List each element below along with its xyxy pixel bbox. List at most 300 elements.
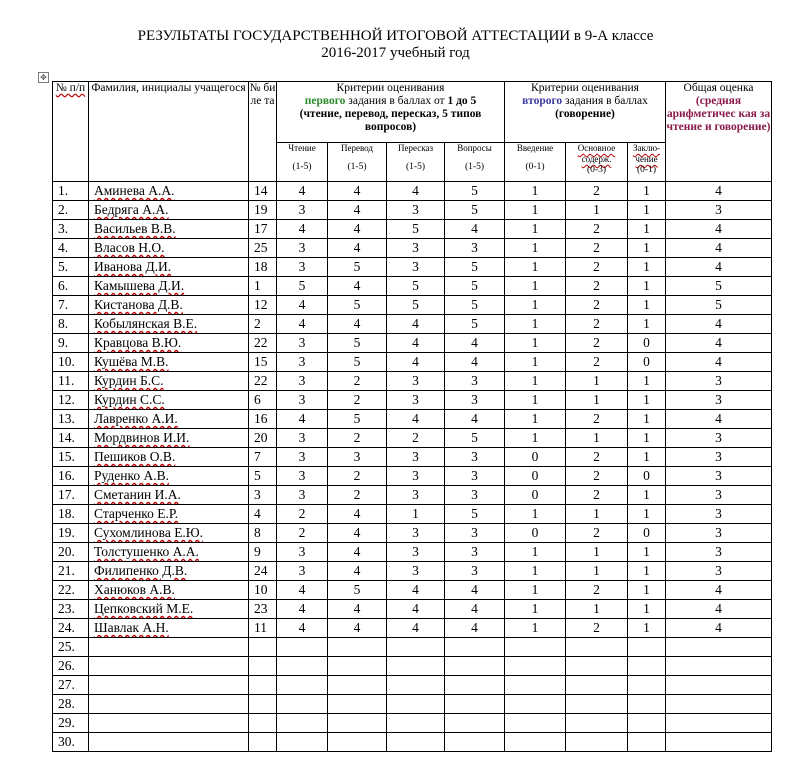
ticket-number xyxy=(249,714,277,733)
row-number: 11. xyxy=(53,372,89,391)
score-retelling xyxy=(387,657,445,676)
score-questions: 4 xyxy=(445,619,505,638)
header-num: № п/п xyxy=(53,82,89,182)
ticket-number xyxy=(249,638,277,657)
score-reading: 3 xyxy=(277,429,328,448)
score-translation: 5 xyxy=(328,334,387,353)
score-total: 3 xyxy=(666,372,772,391)
score-reading: 3 xyxy=(277,239,328,258)
score-questions: 3 xyxy=(445,391,505,410)
score-conclusion: 0 xyxy=(628,353,666,372)
table-row xyxy=(53,733,772,752)
score-main-content: 2 xyxy=(566,258,628,277)
score-reading: 4 xyxy=(277,296,328,315)
score-conclusion: 1 xyxy=(628,277,666,296)
score-retelling: 3 xyxy=(387,258,445,277)
score-main-content xyxy=(566,733,628,752)
row-number: 14. xyxy=(53,429,89,448)
score-translation: 2 xyxy=(328,467,387,486)
score-questions: 3 xyxy=(445,239,505,258)
student-name xyxy=(89,638,249,657)
score-main-content: 2 xyxy=(566,296,628,315)
ticket-number xyxy=(249,657,277,676)
score-total: 3 xyxy=(666,486,772,505)
score-intro: 1 xyxy=(505,296,566,315)
score-translation: 4 xyxy=(328,315,387,334)
student-name: Васильев В.В. xyxy=(89,220,249,239)
score-translation xyxy=(328,657,387,676)
student-name xyxy=(89,657,249,676)
row-number: 23. xyxy=(53,600,89,619)
score-conclusion: 0 xyxy=(628,467,666,486)
score-intro: 0 xyxy=(505,524,566,543)
ticket-number: 22 xyxy=(249,372,277,391)
score-total: 4 xyxy=(666,600,772,619)
sub-conclusion: Заклю- чение (0-1) xyxy=(628,143,666,182)
score-reading xyxy=(277,657,328,676)
score-main-content: 2 xyxy=(566,315,628,334)
score-questions xyxy=(445,714,505,733)
score-questions xyxy=(445,733,505,752)
score-reading: 3 xyxy=(277,486,328,505)
score-intro: 1 xyxy=(505,543,566,562)
score-conclusion: 1 xyxy=(628,619,666,638)
score-reading: 3 xyxy=(277,562,328,581)
table-row xyxy=(53,505,772,524)
score-reading: 3 xyxy=(277,467,328,486)
student-name: Пешиков О.В. xyxy=(89,448,249,467)
row-number: 1. xyxy=(53,182,89,201)
ticket-number: 11 xyxy=(249,619,277,638)
score-main-content: 1 xyxy=(566,562,628,581)
student-name: Курдин С.С. xyxy=(89,391,249,410)
table-row xyxy=(53,239,772,258)
score-intro: 1 xyxy=(505,372,566,391)
table-row xyxy=(53,562,772,581)
row-number: 24. xyxy=(53,619,89,638)
score-reading: 3 xyxy=(277,353,328,372)
score-conclusion: 1 xyxy=(628,315,666,334)
score-retelling xyxy=(387,638,445,657)
ticket-number: 7 xyxy=(249,448,277,467)
score-conclusion: 1 xyxy=(628,543,666,562)
ticket-number: 8 xyxy=(249,524,277,543)
title-line-2: 2016-2017 учебный год xyxy=(321,45,470,61)
score-total xyxy=(666,657,772,676)
score-questions: 5 xyxy=(445,296,505,315)
score-main-content: 2 xyxy=(566,239,628,258)
score-intro: 1 xyxy=(505,429,566,448)
student-name: Лавренко А.И. xyxy=(89,410,249,429)
score-questions: 3 xyxy=(445,562,505,581)
header-row xyxy=(53,82,772,143)
score-total xyxy=(666,638,772,657)
score-total: 4 xyxy=(666,182,772,201)
score-retelling: 4 xyxy=(387,182,445,201)
score-translation: 5 xyxy=(328,581,387,600)
score-total: 3 xyxy=(666,505,772,524)
ticket-number: 14 xyxy=(249,182,277,201)
score-intro: 1 xyxy=(505,619,566,638)
score-reading xyxy=(277,638,328,657)
score-conclusion: 1 xyxy=(628,448,666,467)
header-ticket: № би ле та xyxy=(249,82,277,182)
sub-questions: Вопросы (1-5) xyxy=(445,143,505,182)
score-reading xyxy=(277,733,328,752)
student-name: Сухомлинова Е.Ю. xyxy=(89,524,249,543)
score-intro xyxy=(505,657,566,676)
score-intro: 1 xyxy=(505,410,566,429)
score-intro: 1 xyxy=(505,201,566,220)
ticket-number: 12 xyxy=(249,296,277,315)
score-intro: 0 xyxy=(505,467,566,486)
table-row xyxy=(53,391,772,410)
score-main-content: 2 xyxy=(566,467,628,486)
score-total: 5 xyxy=(666,277,772,296)
ticket-number: 15 xyxy=(249,353,277,372)
row-number: 27. xyxy=(53,676,89,695)
score-total: 4 xyxy=(666,258,772,277)
score-main-content: 1 xyxy=(566,429,628,448)
score-questions: 3 xyxy=(445,543,505,562)
score-main-content: 2 xyxy=(566,410,628,429)
score-conclusion: 1 xyxy=(628,410,666,429)
row-number: 28. xyxy=(53,695,89,714)
score-translation: 5 xyxy=(328,258,387,277)
score-main-content xyxy=(566,714,628,733)
score-retelling: 3 xyxy=(387,372,445,391)
student-name: Камышева Д.И. xyxy=(89,277,249,296)
score-total: 3 xyxy=(666,524,772,543)
student-name: Руденко А.В. xyxy=(89,467,249,486)
ticket-number: 6 xyxy=(249,391,277,410)
row-number: 22. xyxy=(53,581,89,600)
score-total: 4 xyxy=(666,220,772,239)
table-row xyxy=(53,410,772,429)
score-total: 5 xyxy=(666,296,772,315)
score-questions: 4 xyxy=(445,220,505,239)
row-number: 12. xyxy=(53,391,89,410)
score-questions: 3 xyxy=(445,524,505,543)
score-total: 3 xyxy=(666,391,772,410)
score-reading: 2 xyxy=(277,524,328,543)
score-conclusion: 1 xyxy=(628,562,666,581)
score-conclusion: 1 xyxy=(628,296,666,315)
score-main-content xyxy=(566,638,628,657)
score-reading: 3 xyxy=(277,543,328,562)
student-name: Шавлак А.Н. xyxy=(89,619,249,638)
sub-intro: Введение (0-1) xyxy=(505,143,566,182)
row-number: 6. xyxy=(53,277,89,296)
ticket-number: 24 xyxy=(249,562,277,581)
table-row xyxy=(53,296,772,315)
table-row xyxy=(53,448,772,467)
score-conclusion xyxy=(628,638,666,657)
score-intro xyxy=(505,638,566,657)
sub-main-content: Основное содерж. (0-3) xyxy=(566,143,628,182)
row-number: 21. xyxy=(53,562,89,581)
sub-translation: Перевод (1-5) xyxy=(328,143,387,182)
score-reading: 2 xyxy=(277,505,328,524)
score-intro: 1 xyxy=(505,505,566,524)
table-row xyxy=(53,524,772,543)
score-translation: 4 xyxy=(328,277,387,296)
score-total: 4 xyxy=(666,239,772,258)
score-total: 3 xyxy=(666,448,772,467)
student-name: Кобылянская В.Е. xyxy=(89,315,249,334)
score-translation xyxy=(328,733,387,752)
score-total xyxy=(666,714,772,733)
score-conclusion xyxy=(628,714,666,733)
table-row xyxy=(53,429,772,448)
ticket-number: 4 xyxy=(249,505,277,524)
score-retelling: 3 xyxy=(387,239,445,258)
score-conclusion: 1 xyxy=(628,486,666,505)
score-conclusion: 1 xyxy=(628,600,666,619)
results-table xyxy=(52,81,772,752)
score-conclusion xyxy=(628,733,666,752)
score-retelling: 1 xyxy=(387,505,445,524)
score-main-content: 2 xyxy=(566,220,628,239)
score-total: 3 xyxy=(666,201,772,220)
score-total xyxy=(666,733,772,752)
score-retelling xyxy=(387,714,445,733)
score-intro: 0 xyxy=(505,448,566,467)
score-conclusion: 1 xyxy=(628,258,666,277)
score-reading xyxy=(277,695,328,714)
ticket-number: 20 xyxy=(249,429,277,448)
score-intro: 1 xyxy=(505,220,566,239)
title-line-1: РЕЗУЛЬТАТЫ ГОСУДАРСТВЕННОЙ ИТОГОВОЙ АТТЕСТАЦИИ в 9-А классе xyxy=(137,28,654,44)
ticket-number: 9 xyxy=(249,543,277,562)
row-number: 19. xyxy=(53,524,89,543)
ticket-number: 5 xyxy=(249,467,277,486)
score-conclusion xyxy=(628,657,666,676)
score-reading: 3 xyxy=(277,201,328,220)
score-retelling: 3 xyxy=(387,201,445,220)
ticket-number: 16 xyxy=(249,410,277,429)
score-retelling xyxy=(387,733,445,752)
score-translation: 4 xyxy=(328,505,387,524)
score-translation xyxy=(328,638,387,657)
row-number: 7. xyxy=(53,296,89,315)
score-intro: 1 xyxy=(505,562,566,581)
score-main-content: 2 xyxy=(566,448,628,467)
score-main-content: 2 xyxy=(566,524,628,543)
score-conclusion xyxy=(628,676,666,695)
student-name: Толстушенко А.А. xyxy=(89,543,249,562)
score-main-content: 1 xyxy=(566,543,628,562)
score-questions: 5 xyxy=(445,315,505,334)
score-conclusion: 1 xyxy=(628,372,666,391)
student-name: Филипенко Д.В. xyxy=(89,562,249,581)
student-name: Власов Н.О. xyxy=(89,239,249,258)
table-row xyxy=(53,220,772,239)
score-translation: 2 xyxy=(328,391,387,410)
score-questions: 5 xyxy=(445,277,505,296)
score-retelling: 4 xyxy=(387,581,445,600)
score-questions: 5 xyxy=(445,201,505,220)
score-questions xyxy=(445,695,505,714)
score-intro: 1 xyxy=(505,182,566,201)
score-questions: 3 xyxy=(445,486,505,505)
table-row xyxy=(53,334,772,353)
score-total: 3 xyxy=(666,543,772,562)
table-row xyxy=(53,372,772,391)
score-reading xyxy=(277,714,328,733)
student-name: Курдин Б.С. xyxy=(89,372,249,391)
score-translation xyxy=(328,695,387,714)
score-main-content xyxy=(566,676,628,695)
score-reading: 4 xyxy=(277,581,328,600)
student-name xyxy=(89,733,249,752)
score-conclusion: 1 xyxy=(628,429,666,448)
score-retelling: 4 xyxy=(387,619,445,638)
score-questions: 4 xyxy=(445,581,505,600)
score-translation: 4 xyxy=(328,182,387,201)
header-criteria-second: Критерии оценивания второго задания в баллах (говорение) xyxy=(505,82,666,143)
score-retelling xyxy=(387,695,445,714)
score-conclusion: 1 xyxy=(628,505,666,524)
score-questions: 4 xyxy=(445,353,505,372)
score-questions: 3 xyxy=(445,448,505,467)
score-total: 4 xyxy=(666,315,772,334)
score-total: 3 xyxy=(666,429,772,448)
table-row xyxy=(53,258,772,277)
ticket-number: 3 xyxy=(249,486,277,505)
score-main-content: 2 xyxy=(566,619,628,638)
score-reading: 3 xyxy=(277,372,328,391)
row-number: 30. xyxy=(53,733,89,752)
score-retelling: 3 xyxy=(387,391,445,410)
score-retelling: 5 xyxy=(387,220,445,239)
score-questions: 4 xyxy=(445,600,505,619)
score-main-content: 1 xyxy=(566,201,628,220)
header-criteria-first: Критерии оценивания первого задания в баллах от 1 до 5 (чтение, перевод, пересказ, 5 типов вопросов) xyxy=(277,82,505,143)
score-intro: 1 xyxy=(505,391,566,410)
student-name: Кушёва М.В. xyxy=(89,353,249,372)
score-main-content xyxy=(566,657,628,676)
score-main-content: 1 xyxy=(566,505,628,524)
student-name: Мордвинов И.И. xyxy=(89,429,249,448)
student-name: Старченко Е.Р. xyxy=(89,505,249,524)
student-name: Кравцова В.Ю. xyxy=(89,334,249,353)
score-translation: 4 xyxy=(328,562,387,581)
row-number: 3. xyxy=(53,220,89,239)
ticket-number: 25 xyxy=(249,239,277,258)
table-row xyxy=(53,486,772,505)
table-row xyxy=(53,315,772,334)
row-number: 17. xyxy=(53,486,89,505)
score-retelling: 3 xyxy=(387,467,445,486)
score-reading: 3 xyxy=(277,391,328,410)
score-total: 4 xyxy=(666,353,772,372)
score-total: 4 xyxy=(666,619,772,638)
score-conclusion: 1 xyxy=(628,391,666,410)
move-anchor-icon[interactable]: ✥ xyxy=(38,72,49,83)
score-translation xyxy=(328,714,387,733)
student-name: Иванова Д.И. xyxy=(89,258,249,277)
score-conclusion: 1 xyxy=(628,220,666,239)
score-retelling xyxy=(387,676,445,695)
score-reading: 4 xyxy=(277,220,328,239)
score-total: 4 xyxy=(666,334,772,353)
row-number: 15. xyxy=(53,448,89,467)
score-intro: 1 xyxy=(505,258,566,277)
score-translation: 4 xyxy=(328,220,387,239)
score-main-content: 1 xyxy=(566,372,628,391)
score-translation: 4 xyxy=(328,201,387,220)
score-questions xyxy=(445,638,505,657)
score-questions: 4 xyxy=(445,410,505,429)
table-row xyxy=(53,201,772,220)
score-intro: 1 xyxy=(505,334,566,353)
score-translation xyxy=(328,676,387,695)
score-conclusion: 0 xyxy=(628,334,666,353)
score-questions: 5 xyxy=(445,505,505,524)
student-name xyxy=(89,714,249,733)
student-name: Кистанова Д.В. xyxy=(89,296,249,315)
ticket-number: 18 xyxy=(249,258,277,277)
score-reading: 4 xyxy=(277,182,328,201)
score-intro: 1 xyxy=(505,239,566,258)
score-conclusion: 1 xyxy=(628,239,666,258)
score-translation: 5 xyxy=(328,410,387,429)
score-translation: 2 xyxy=(328,486,387,505)
table-row xyxy=(53,676,772,695)
score-questions: 5 xyxy=(445,182,505,201)
score-questions xyxy=(445,657,505,676)
score-intro xyxy=(505,714,566,733)
ticket-number: 10 xyxy=(249,581,277,600)
score-questions: 4 xyxy=(445,334,505,353)
row-number: 18. xyxy=(53,505,89,524)
score-translation: 5 xyxy=(328,296,387,315)
student-name xyxy=(89,695,249,714)
score-intro: 1 xyxy=(505,600,566,619)
score-retelling: 4 xyxy=(387,315,445,334)
table-row xyxy=(53,353,772,372)
score-intro: 0 xyxy=(505,486,566,505)
ticket-number: 23 xyxy=(249,600,277,619)
score-main-content: 2 xyxy=(566,277,628,296)
score-translation: 4 xyxy=(328,600,387,619)
score-conclusion: 0 xyxy=(628,524,666,543)
ticket-number xyxy=(249,676,277,695)
table-row xyxy=(53,543,772,562)
row-number: 16. xyxy=(53,467,89,486)
score-translation: 5 xyxy=(328,353,387,372)
ticket-number: 2 xyxy=(249,315,277,334)
score-reading: 4 xyxy=(277,600,328,619)
score-main-content: 2 xyxy=(566,182,628,201)
score-intro xyxy=(505,676,566,695)
score-retelling: 5 xyxy=(387,277,445,296)
table-row xyxy=(53,657,772,676)
row-number: 29. xyxy=(53,714,89,733)
row-number: 8. xyxy=(53,315,89,334)
row-number: 2. xyxy=(53,201,89,220)
row-number: 5. xyxy=(53,258,89,277)
score-retelling: 3 xyxy=(387,524,445,543)
student-name: Аминева А.А. xyxy=(89,182,249,201)
score-intro xyxy=(505,733,566,752)
score-translation: 2 xyxy=(328,372,387,391)
score-total xyxy=(666,695,772,714)
score-retelling: 5 xyxy=(387,296,445,315)
score-total: 3 xyxy=(666,562,772,581)
student-name: Бедряга А.А. xyxy=(89,201,249,220)
